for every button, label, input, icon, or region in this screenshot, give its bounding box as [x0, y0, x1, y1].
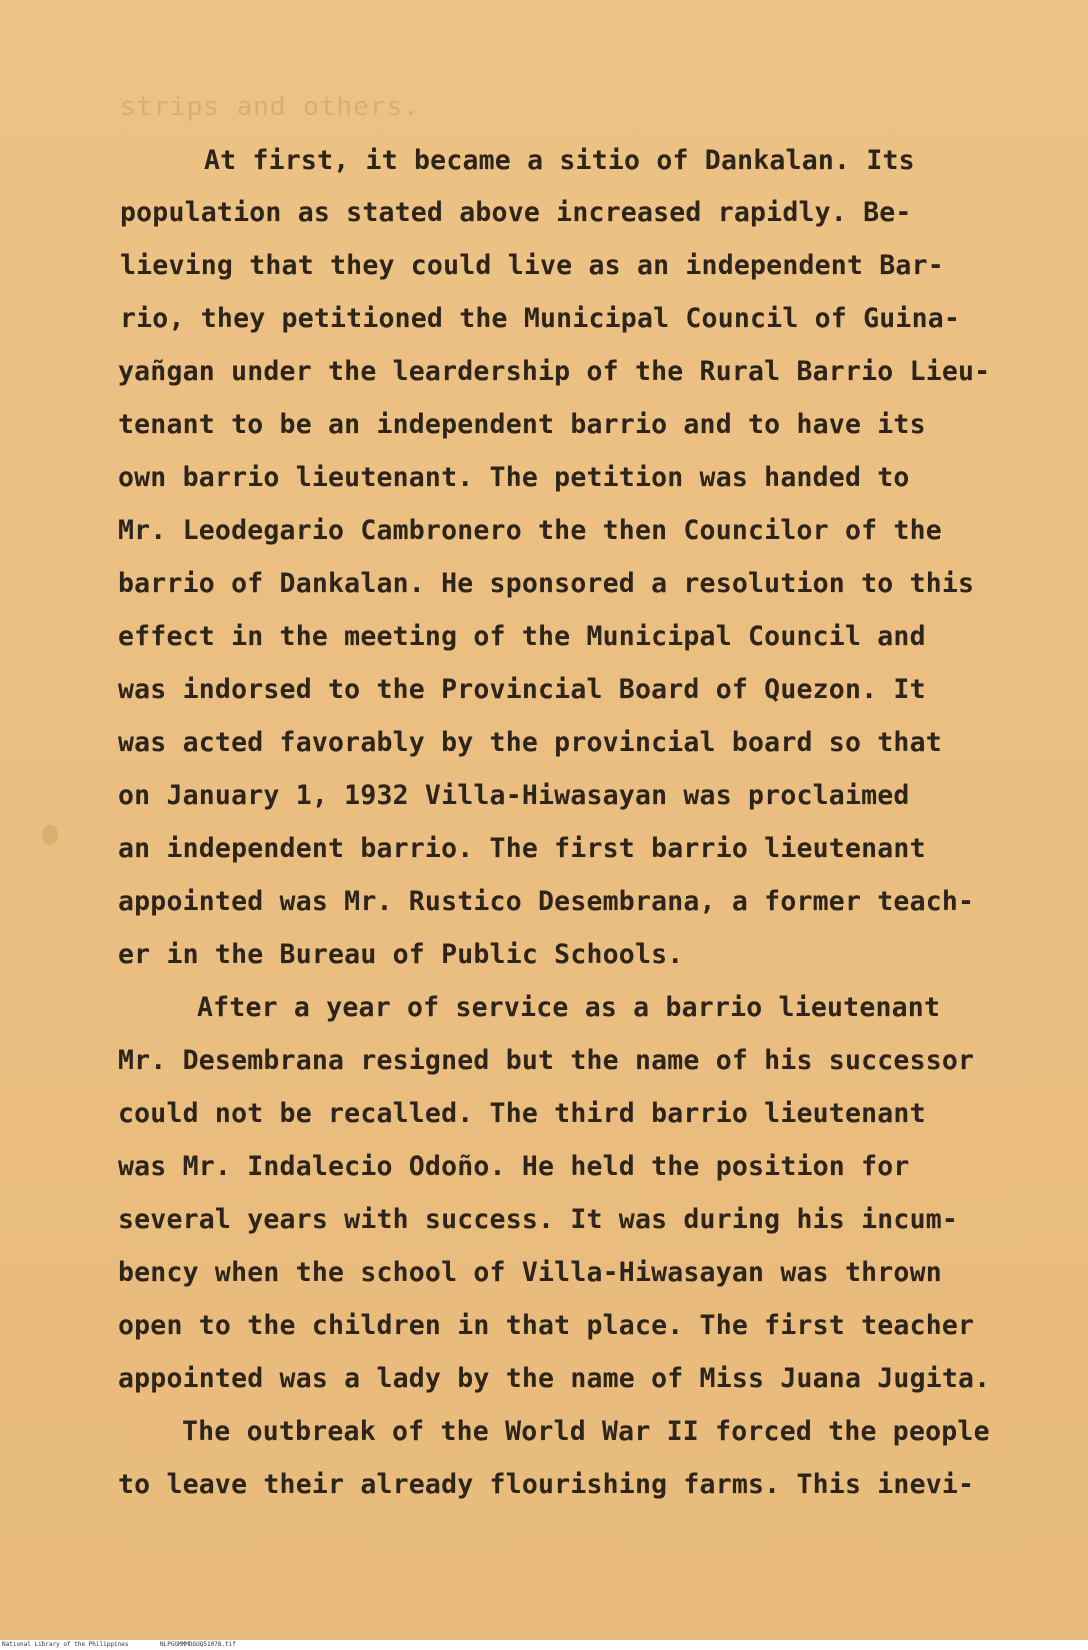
text-line: an independent barrio. The first barrio lieutenant [118, 833, 926, 864]
text-line: tenant to be an independent barrio and to have its [118, 409, 926, 440]
text-line: could not be recalled. The third barrio lieutenant [118, 1098, 926, 1129]
text-line: own barrio lieutenant. The petition was handed to [118, 462, 910, 493]
text-line: population as stated above increased rapidly. Be- [120, 197, 912, 228]
text-line: barrio of Dankalan. He sponsored a resolution to this [118, 568, 975, 599]
scan-footer [0, 1640, 1088, 1650]
footer-library-label: National Library of the Philippines [2, 1641, 129, 1648]
text-line: The outbreak of the World War II forced the people [182, 1416, 990, 1447]
text-line: bency when the school of Villa-Hiwasayan was thrown [118, 1257, 942, 1288]
text-line: Mr. Leodegario Cambronero the then Councilor of the [118, 515, 942, 546]
text-line: was indorsed to the Provincial Board of Quezon. It [118, 674, 926, 705]
text-line: was Mr. Indalecio Odoño. He held the position for [118, 1151, 910, 1182]
paper-stain [42, 825, 58, 845]
bleed-through-text: strips and others. [120, 92, 420, 122]
text-line: Mr. Desembrana resigned but the name of his successor [118, 1045, 975, 1076]
text-line: er in the Bureau of Public Schools. [118, 939, 684, 970]
text-line: At first, it became a sitio of Dankalan. Its [204, 145, 915, 176]
text-line: on January 1, 1932 Villa-Hiwasayan was proclaimed [118, 780, 910, 811]
text-line: rio, they petitioned the Municipal Council of Guina- [120, 303, 961, 334]
text-line: yañgan under the leardership of the Rural Barrio Lieu- [118, 356, 991, 387]
text-line: to leave their already flourishing farms. This inevi- [118, 1469, 975, 1500]
text-line: open to the children in that place. The first teacher [118, 1310, 975, 1341]
text-line: After a year of service as a barrio lieutenant [197, 992, 941, 1023]
text-line: effect in the meeting of the Municipal Council and [118, 621, 926, 652]
text-line: appointed was a lady by the name of Miss Juana Jugita. [118, 1363, 991, 1394]
footer-file-id: NLPGGMMMDGUQ51078.tif [160, 1641, 236, 1648]
text-line: lieving that they could live as an independent Bar- [120, 250, 944, 281]
text-line: appointed was Mr. Rustico Desembrana, a former teach- [118, 886, 975, 917]
text-line: was acted favorably by the provincial board so that [118, 727, 942, 758]
text-line: several years with success. It was during his incum- [118, 1204, 959, 1235]
